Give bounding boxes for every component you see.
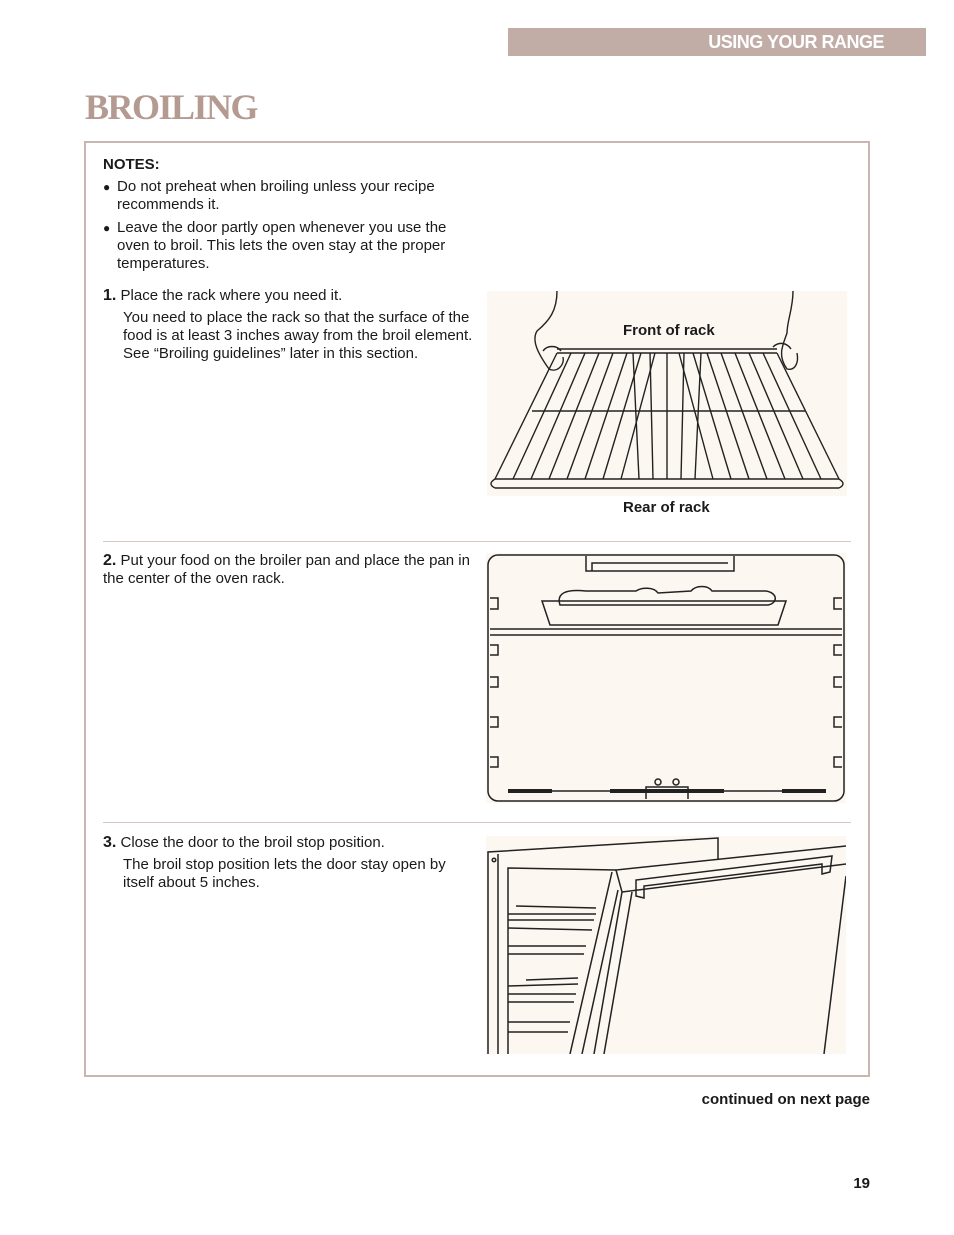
bullet-icon: ● <box>103 221 111 235</box>
rear-of-rack-label: Rear of rack <box>623 499 710 516</box>
step-instruction: Close the door to the broil stop position. <box>120 834 385 851</box>
broil-stop-door-illustration <box>486 836 846 1054</box>
notes-item-text: Leave the door partly open whenever you use the oven to broil. This lets the oven stay at the proper temperatures. <box>117 219 447 272</box>
step-1 <box>103 287 473 305</box>
notes-item <box>103 178 473 214</box>
continued-note: continued on next page <box>701 1091 870 1108</box>
section-header-bar <box>508 28 926 56</box>
step-3-detail: The broil stop position lets the door stay open by itself about 5 inches. <box>123 856 446 891</box>
step-number: 3. <box>103 834 117 851</box>
step-instruction: Put your food on the broiler pan and place the pan in the center of the oven rack. <box>103 552 470 587</box>
step-number: 2. <box>103 552 117 569</box>
page-title: BROILING <box>85 87 258 127</box>
step-3 <box>103 834 473 852</box>
section-title: USING YOUR RANGE <box>708 31 884 52</box>
step-divider <box>103 541 851 542</box>
step-instruction: Place the rack where you need it. <box>120 287 343 304</box>
page-number: 19 <box>853 1175 870 1192</box>
step-1-detail: You need to place the rack so that the surface of the food is at least 3 inches away from the broil element. See “Broiling guidelines” later in this section. <box>123 309 473 362</box>
bullet-icon: ● <box>103 180 111 194</box>
notes-item <box>103 219 473 273</box>
door-drawing <box>486 836 846 1054</box>
notes-item-text: Do not preheat when broiling unless your recipe recommends it. <box>117 178 435 213</box>
front-of-rack-label: Front of rack <box>623 322 715 339</box>
notes-heading: NOTES: <box>103 156 160 173</box>
step-number: 1. <box>103 287 117 304</box>
broiler-pan-illustration <box>486 553 846 803</box>
step-divider <box>103 822 851 823</box>
rack-illustration <box>487 291 847 496</box>
oven-drawing <box>486 553 846 803</box>
step-2 <box>103 552 473 588</box>
